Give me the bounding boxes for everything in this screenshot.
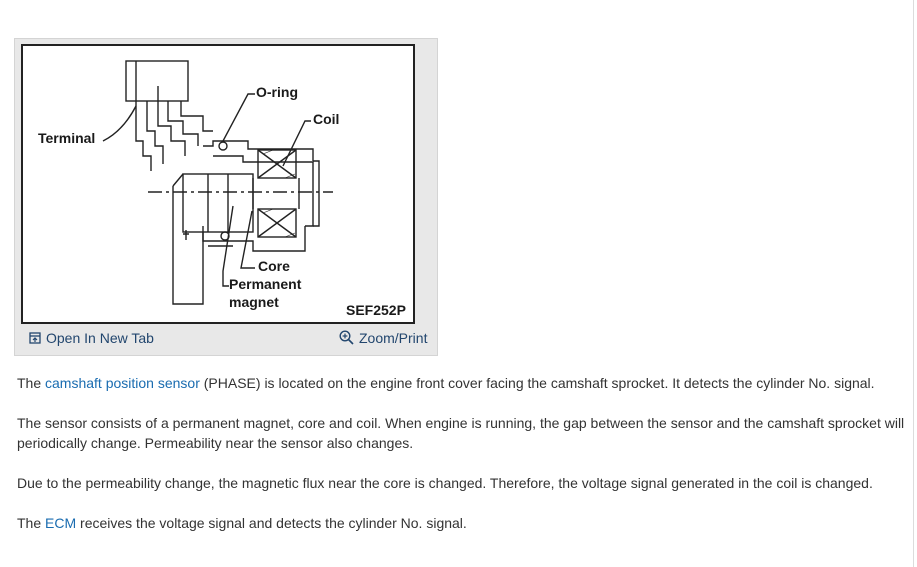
ecm-link[interactable]: ECM [45,515,77,531]
figure-card [14,38,438,356]
open-tab-icon [29,332,41,344]
paragraph-location [17,373,907,393]
magnifier-plus-icon [339,330,354,345]
scrollbar-edge [913,0,914,567]
label-terminal: Terminal [38,130,96,146]
sensor-diagram[interactable] [21,44,415,324]
camshaft-position-sensor-link[interactable]: camshaft position sensor [45,375,200,391]
label-coil: Coil [313,111,340,127]
zoom-print-label: Zoom/Print [359,330,428,346]
open-in-new-tab-label: Open In New Tab [46,330,154,346]
label-permanent: Permanent [229,276,302,292]
paragraph-permeability: Due to the permeability change, the magnetic flux near the core is changed. Therefore, the voltage signal generated in the coil is changed. [17,475,873,491]
p4-text-after: receives the voltage signal and detects the cylinder No. signal. [76,515,467,531]
label-magnet: magnet [229,294,279,310]
label-core: Core [258,258,290,274]
label-o-ring: O-ring [256,84,298,100]
p1-text-before: The [17,375,46,391]
paragraph-construction: The sensor consists of a permanent magnet, core and coil. When engine is running, the gap between the sensor and the camshaft sprocket will periodically change. Permeability near the sensor also changes. [17,415,905,451]
paragraph-ecm [17,513,907,533]
p4-text-before: The [17,515,46,531]
p1-text-after: (PHASE) is located on the engine front cover facing the camshaft sprocket. It detects the cylinder No. signal. [199,375,875,391]
zoom-print-link[interactable] [339,328,427,346]
open-in-new-tab-link[interactable] [29,330,154,346]
sensor-drawing [23,46,413,322]
figure-code: SEF252P [346,302,406,318]
